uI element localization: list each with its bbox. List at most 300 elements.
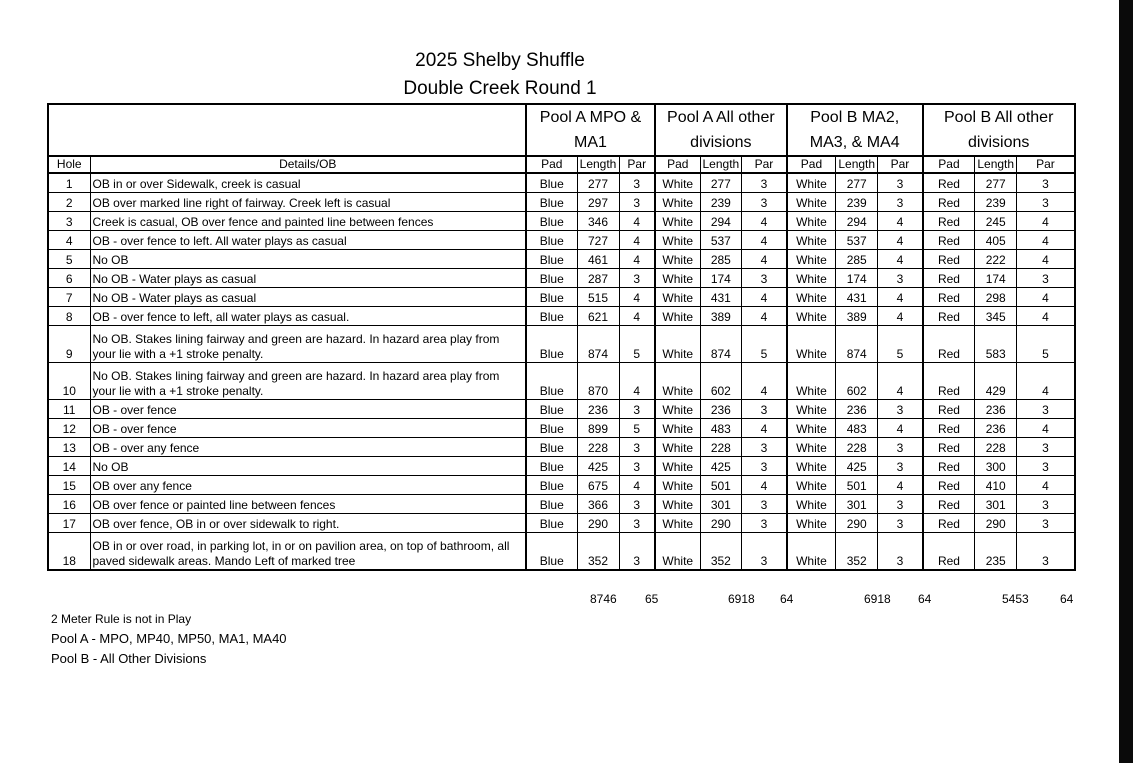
par-cell: 4 <box>1017 363 1075 400</box>
length-cell: 236 <box>975 400 1017 419</box>
hole-number: 13 <box>48 438 90 457</box>
par-cell: 4 <box>742 307 787 326</box>
par-column-header: Par <box>619 156 655 173</box>
pad-cell: White <box>787 326 836 363</box>
par-cell: 3 <box>742 173 787 193</box>
table-row <box>48 514 1075 533</box>
hole-column-header: Hole <box>48 156 90 173</box>
total-par-a2: 64 <box>780 592 794 606</box>
table-row <box>48 438 1075 457</box>
pad-cell: Blue <box>526 307 577 326</box>
length-cell: 515 <box>577 288 619 307</box>
pad-cell: Blue <box>526 533 577 571</box>
page-subtitle: Double Creek Round 1 <box>403 78 597 99</box>
par-cell: 3 <box>619 533 655 571</box>
pad-cell: Blue <box>526 495 577 514</box>
length-cell: 285 <box>700 250 742 269</box>
length-cell: 174 <box>700 269 742 288</box>
par-cell: 3 <box>878 269 923 288</box>
pad-cell: White <box>787 307 836 326</box>
par-cell: 3 <box>742 533 787 571</box>
par-cell: 3 <box>1017 495 1075 514</box>
par-cell: 4 <box>742 231 787 250</box>
pad-cell: White <box>655 514 700 533</box>
pad-cell: White <box>655 250 700 269</box>
par-cell: 3 <box>878 495 923 514</box>
par-cell: 3 <box>742 514 787 533</box>
hole-number: 18 <box>48 533 90 571</box>
table-row <box>48 495 1075 514</box>
par-cell: 3 <box>1017 400 1075 419</box>
par-cell: 4 <box>878 476 923 495</box>
par-cell: 3 <box>1017 438 1075 457</box>
total-length-b1: 6918 <box>864 592 891 606</box>
hole-details: OB - over fence <box>90 419 526 438</box>
par-cell: 3 <box>619 514 655 533</box>
length-cell: 300 <box>975 457 1017 476</box>
total-par-b1: 64 <box>918 592 932 606</box>
length-cell: 290 <box>577 514 619 533</box>
par-cell: 4 <box>1017 250 1075 269</box>
pad-cell: Blue <box>526 173 577 193</box>
length-cell: 899 <box>577 419 619 438</box>
pad-column-header: Pad <box>923 156 975 173</box>
par-cell: 3 <box>742 495 787 514</box>
pad-cell: White <box>787 419 836 438</box>
pad-cell: White <box>655 173 700 193</box>
length-cell: 228 <box>700 438 742 457</box>
length-cell: 277 <box>836 173 878 193</box>
pad-cell: White <box>787 514 836 533</box>
par-cell: 4 <box>619 476 655 495</box>
length-cell: 290 <box>700 514 742 533</box>
pad-cell: Red <box>923 307 975 326</box>
par-cell: 3 <box>619 495 655 514</box>
length-cell: 236 <box>975 419 1017 438</box>
length-cell: 874 <box>836 326 878 363</box>
pad-cell: White <box>655 212 700 231</box>
length-cell: 431 <box>700 288 742 307</box>
pad-column-header: Pad <box>526 156 577 173</box>
par-cell: 3 <box>619 400 655 419</box>
par-cell: 4 <box>878 363 923 400</box>
length-cell: 410 <box>975 476 1017 495</box>
pad-cell: Blue <box>526 514 577 533</box>
hole-details: OB over fence or painted line between fences <box>90 495 526 514</box>
length-cell: 602 <box>836 363 878 400</box>
length-cell: 501 <box>836 476 878 495</box>
pad-cell: White <box>655 288 700 307</box>
hole-details: No OB - Water plays as casual <box>90 288 526 307</box>
pool-a2-header: Pool A All other divisions <box>655 104 787 156</box>
hole-details: Creek is casual, OB over fence and painted line between fences <box>90 212 526 231</box>
pad-cell: White <box>655 476 700 495</box>
pad-cell: Blue <box>526 250 577 269</box>
par-cell: 4 <box>619 212 655 231</box>
pad-cell: Red <box>923 231 975 250</box>
par-cell: 3 <box>878 457 923 476</box>
hole-number: 5 <box>48 250 90 269</box>
length-cell: 277 <box>700 173 742 193</box>
pad-cell: White <box>655 326 700 363</box>
pad-cell: Red <box>923 438 975 457</box>
pad-cell: Red <box>923 250 975 269</box>
length-cell: 874 <box>577 326 619 363</box>
table-row <box>48 419 1075 438</box>
hole-number: 4 <box>48 231 90 250</box>
hole-number: 7 <box>48 288 90 307</box>
hole-number: 2 <box>48 193 90 212</box>
hole-number: 15 <box>48 476 90 495</box>
page-title: 2025 Shelby Shuffle <box>415 50 585 71</box>
par-cell: 4 <box>878 250 923 269</box>
par-cell: 4 <box>742 363 787 400</box>
length-cell: 461 <box>577 250 619 269</box>
footer-note-rule: 2 Meter Rule is not in Play <box>51 612 192 626</box>
pad-cell: Red <box>923 476 975 495</box>
pad-cell: White <box>787 495 836 514</box>
par-cell: 4 <box>1017 212 1075 231</box>
length-cell: 425 <box>836 457 878 476</box>
pad-cell: Red <box>923 457 975 476</box>
length-cell: 870 <box>577 363 619 400</box>
pad-cell: White <box>787 212 836 231</box>
pad-cell: Red <box>923 419 975 438</box>
length-cell: 222 <box>975 250 1017 269</box>
length-cell: 239 <box>700 193 742 212</box>
pad-cell: White <box>787 250 836 269</box>
par-cell: 3 <box>878 438 923 457</box>
table-row <box>48 400 1075 419</box>
table-row <box>48 363 1075 400</box>
pad-cell: Red <box>923 212 975 231</box>
pad-cell: White <box>655 533 700 571</box>
table-row <box>48 307 1075 326</box>
hole-details: OB - over fence to left, all water plays as casual. <box>90 307 526 326</box>
footer-note-pool-b: Pool B - All Other Divisions <box>51 651 207 666</box>
pad-cell: Blue <box>526 419 577 438</box>
length-cell: 675 <box>577 476 619 495</box>
par-cell: 4 <box>878 307 923 326</box>
par-cell: 5 <box>619 419 655 438</box>
pad-cell: Blue <box>526 363 577 400</box>
par-cell: 4 <box>1017 419 1075 438</box>
length-cell: 245 <box>975 212 1017 231</box>
length-cell: 239 <box>836 193 878 212</box>
hole-details: OB - over any fence <box>90 438 526 457</box>
length-cell: 294 <box>836 212 878 231</box>
pad-column-header: Pad <box>655 156 700 173</box>
pad-cell: White <box>787 288 836 307</box>
pad-cell: Blue <box>526 269 577 288</box>
par-cell: 3 <box>742 400 787 419</box>
par-cell: 4 <box>742 212 787 231</box>
par-cell: 3 <box>619 173 655 193</box>
par-cell: 4 <box>742 288 787 307</box>
pool-b2-header: Pool B All other divisions <box>923 104 1075 156</box>
par-cell: 4 <box>619 250 655 269</box>
pad-cell: White <box>787 533 836 571</box>
table-row <box>48 193 1075 212</box>
length-cell: 294 <box>700 212 742 231</box>
total-length-a1: 8746 <box>590 592 617 606</box>
length-cell: 287 <box>577 269 619 288</box>
total-length-b2: 5453 <box>1002 592 1029 606</box>
footer-note-pool-a: Pool A - MPO, MP40, MP50, MA1, MA40 <box>51 631 287 646</box>
length-cell: 389 <box>700 307 742 326</box>
hole-number: 14 <box>48 457 90 476</box>
pad-cell: White <box>655 400 700 419</box>
length-cell: 235 <box>975 533 1017 571</box>
length-column-header: Length <box>836 156 878 173</box>
length-cell: 301 <box>975 495 1017 514</box>
pad-cell: Red <box>923 193 975 212</box>
length-cell: 874 <box>700 326 742 363</box>
par-cell: 4 <box>1017 307 1075 326</box>
pad-cell: Blue <box>526 231 577 250</box>
par-cell: 4 <box>742 419 787 438</box>
page-edge <box>1119 0 1133 763</box>
pad-cell: White <box>655 495 700 514</box>
length-cell: 537 <box>700 231 742 250</box>
length-column-header: Length <box>700 156 742 173</box>
length-cell: 277 <box>975 173 1017 193</box>
par-cell: 3 <box>1017 269 1075 288</box>
hole-details: No OB <box>90 457 526 476</box>
hole-details: No OB <box>90 250 526 269</box>
hole-number: 16 <box>48 495 90 514</box>
table-row <box>48 326 1075 363</box>
length-cell: 352 <box>836 533 878 571</box>
details-column-header: Details/OB <box>90 156 526 173</box>
pad-cell: White <box>787 231 836 250</box>
pad-cell: Red <box>923 326 975 363</box>
par-cell: 3 <box>742 457 787 476</box>
table-row <box>48 288 1075 307</box>
pad-cell: White <box>787 193 836 212</box>
par-cell: 3 <box>619 269 655 288</box>
length-cell: 301 <box>836 495 878 514</box>
hole-details: OB in or over road, in parking lot, in or on pavilion area, on top of bathroom, all paved sidewalk areas. Mando Left of marked tree <box>90 533 526 571</box>
length-cell: 602 <box>700 363 742 400</box>
par-cell: 3 <box>742 269 787 288</box>
pad-cell: White <box>655 363 700 400</box>
par-cell: 4 <box>878 231 923 250</box>
pool-b1-header: Pool B MA2, MA3, & MA4 <box>787 104 923 156</box>
table-row <box>48 457 1075 476</box>
pad-cell: White <box>787 400 836 419</box>
table-row <box>48 212 1075 231</box>
total-length-a2: 6918 <box>728 592 755 606</box>
pad-cell: Blue <box>526 476 577 495</box>
total-par-b2: 64 <box>1060 592 1074 606</box>
pad-cell: White <box>787 438 836 457</box>
pad-cell: Red <box>923 533 975 571</box>
length-cell: 290 <box>836 514 878 533</box>
par-cell: 3 <box>1017 457 1075 476</box>
table-row <box>48 250 1075 269</box>
length-cell: 277 <box>577 173 619 193</box>
blank-header <box>48 104 526 156</box>
hole-number: 1 <box>48 173 90 193</box>
length-cell: 352 <box>577 533 619 571</box>
length-cell: 537 <box>836 231 878 250</box>
pad-cell: White <box>787 476 836 495</box>
par-cell: 3 <box>1017 533 1075 571</box>
length-cell: 228 <box>577 438 619 457</box>
pad-cell: White <box>655 269 700 288</box>
hole-details: OB - over fence <box>90 400 526 419</box>
length-cell: 236 <box>836 400 878 419</box>
length-cell: 429 <box>975 363 1017 400</box>
pad-cell: Blue <box>526 193 577 212</box>
pad-cell: Red <box>923 495 975 514</box>
table-row <box>48 231 1075 250</box>
par-cell: 3 <box>619 457 655 476</box>
par-column-header: Par <box>878 156 923 173</box>
par-column-header: Par <box>1017 156 1075 173</box>
length-cell: 346 <box>577 212 619 231</box>
par-cell: 5 <box>742 326 787 363</box>
pad-cell: White <box>787 173 836 193</box>
pad-cell: Red <box>923 288 975 307</box>
hole-number: 8 <box>48 307 90 326</box>
pad-cell: Blue <box>526 212 577 231</box>
table-row <box>48 533 1075 571</box>
length-cell: 366 <box>577 495 619 514</box>
length-cell: 389 <box>836 307 878 326</box>
pad-cell: White <box>655 419 700 438</box>
hole-details: OB over fence, OB in or over sidewalk to right. <box>90 514 526 533</box>
par-cell: 4 <box>619 231 655 250</box>
length-cell: 583 <box>975 326 1017 363</box>
par-column-header: Par <box>742 156 787 173</box>
length-cell: 483 <box>836 419 878 438</box>
pad-cell: White <box>655 193 700 212</box>
par-cell: 3 <box>742 193 787 212</box>
length-cell: 290 <box>975 514 1017 533</box>
table-row <box>48 269 1075 288</box>
par-cell: 4 <box>1017 231 1075 250</box>
pad-cell: Blue <box>526 457 577 476</box>
par-cell: 4 <box>878 419 923 438</box>
pad-cell: Blue <box>526 438 577 457</box>
par-cell: 4 <box>1017 476 1075 495</box>
length-cell: 239 <box>975 193 1017 212</box>
length-cell: 174 <box>975 269 1017 288</box>
par-cell: 3 <box>878 193 923 212</box>
hole-details: OB - over fence to left. All water plays as casual <box>90 231 526 250</box>
hole-number: 6 <box>48 269 90 288</box>
par-cell: 4 <box>1017 288 1075 307</box>
pad-cell: White <box>655 231 700 250</box>
length-cell: 501 <box>700 476 742 495</box>
par-cell: 3 <box>1017 514 1075 533</box>
pad-cell: Red <box>923 363 975 400</box>
length-cell: 352 <box>700 533 742 571</box>
length-column-header: Length <box>577 156 619 173</box>
pad-cell: White <box>655 307 700 326</box>
hole-table <box>47 103 1076 571</box>
par-cell: 4 <box>742 250 787 269</box>
pad-column-header: Pad <box>787 156 836 173</box>
hole-number: 3 <box>48 212 90 231</box>
par-cell: 5 <box>1017 326 1075 363</box>
length-cell: 174 <box>836 269 878 288</box>
pad-cell: White <box>787 269 836 288</box>
total-par-a1: 65 <box>645 592 659 606</box>
hole-details: OB over any fence <box>90 476 526 495</box>
length-cell: 431 <box>836 288 878 307</box>
hole-details: No OB - Water plays as casual <box>90 269 526 288</box>
length-cell: 425 <box>577 457 619 476</box>
par-cell: 4 <box>619 363 655 400</box>
pad-cell: Red <box>923 173 975 193</box>
pad-cell: Red <box>923 514 975 533</box>
pad-cell: White <box>655 438 700 457</box>
length-cell: 405 <box>975 231 1017 250</box>
length-cell: 236 <box>700 400 742 419</box>
length-cell: 425 <box>700 457 742 476</box>
par-cell: 3 <box>619 193 655 212</box>
length-cell: 621 <box>577 307 619 326</box>
hole-number: 11 <box>48 400 90 419</box>
length-cell: 297 <box>577 193 619 212</box>
length-cell: 285 <box>836 250 878 269</box>
column-header-row <box>48 156 1075 173</box>
length-cell: 727 <box>577 231 619 250</box>
par-cell: 3 <box>619 438 655 457</box>
pad-cell: White <box>787 457 836 476</box>
table-row <box>48 173 1075 193</box>
hole-details: OB over marked line right of fairway. Creek left is casual <box>90 193 526 212</box>
par-cell: 3 <box>878 533 923 571</box>
par-cell: 3 <box>1017 193 1075 212</box>
par-cell: 3 <box>878 514 923 533</box>
length-cell: 228 <box>836 438 878 457</box>
par-cell: 5 <box>619 326 655 363</box>
par-cell: 5 <box>878 326 923 363</box>
par-cell: 4 <box>619 288 655 307</box>
pad-cell: Blue <box>526 400 577 419</box>
hole-details: No OB. Stakes lining fairway and green are hazard. In hazard area play from your lie with a +1 stroke penalty. <box>90 363 526 400</box>
length-cell: 236 <box>577 400 619 419</box>
hole-number: 9 <box>48 326 90 363</box>
par-cell: 4 <box>742 476 787 495</box>
par-cell: 4 <box>619 307 655 326</box>
length-column-header: Length <box>975 156 1017 173</box>
hole-details: No OB. Stakes lining fairway and green are hazard. In hazard area play from your lie with a +1 stroke penalty. <box>90 326 526 363</box>
pad-cell: Blue <box>526 288 577 307</box>
pad-cell: White <box>655 457 700 476</box>
length-cell: 228 <box>975 438 1017 457</box>
par-cell: 4 <box>878 212 923 231</box>
hole-number: 10 <box>48 363 90 400</box>
length-cell: 345 <box>975 307 1017 326</box>
par-cell: 4 <box>878 288 923 307</box>
length-cell: 301 <box>700 495 742 514</box>
hole-details: OB in or over Sidewalk, creek is casual <box>90 173 526 193</box>
hole-number: 17 <box>48 514 90 533</box>
par-cell: 3 <box>742 438 787 457</box>
par-cell: 3 <box>878 400 923 419</box>
table-row <box>48 476 1075 495</box>
pad-cell: Red <box>923 400 975 419</box>
length-cell: 298 <box>975 288 1017 307</box>
pool-a1-header: Pool A MPO & MA1 <box>526 104 655 156</box>
pad-cell: White <box>787 363 836 400</box>
hole-rows <box>48 173 1075 570</box>
